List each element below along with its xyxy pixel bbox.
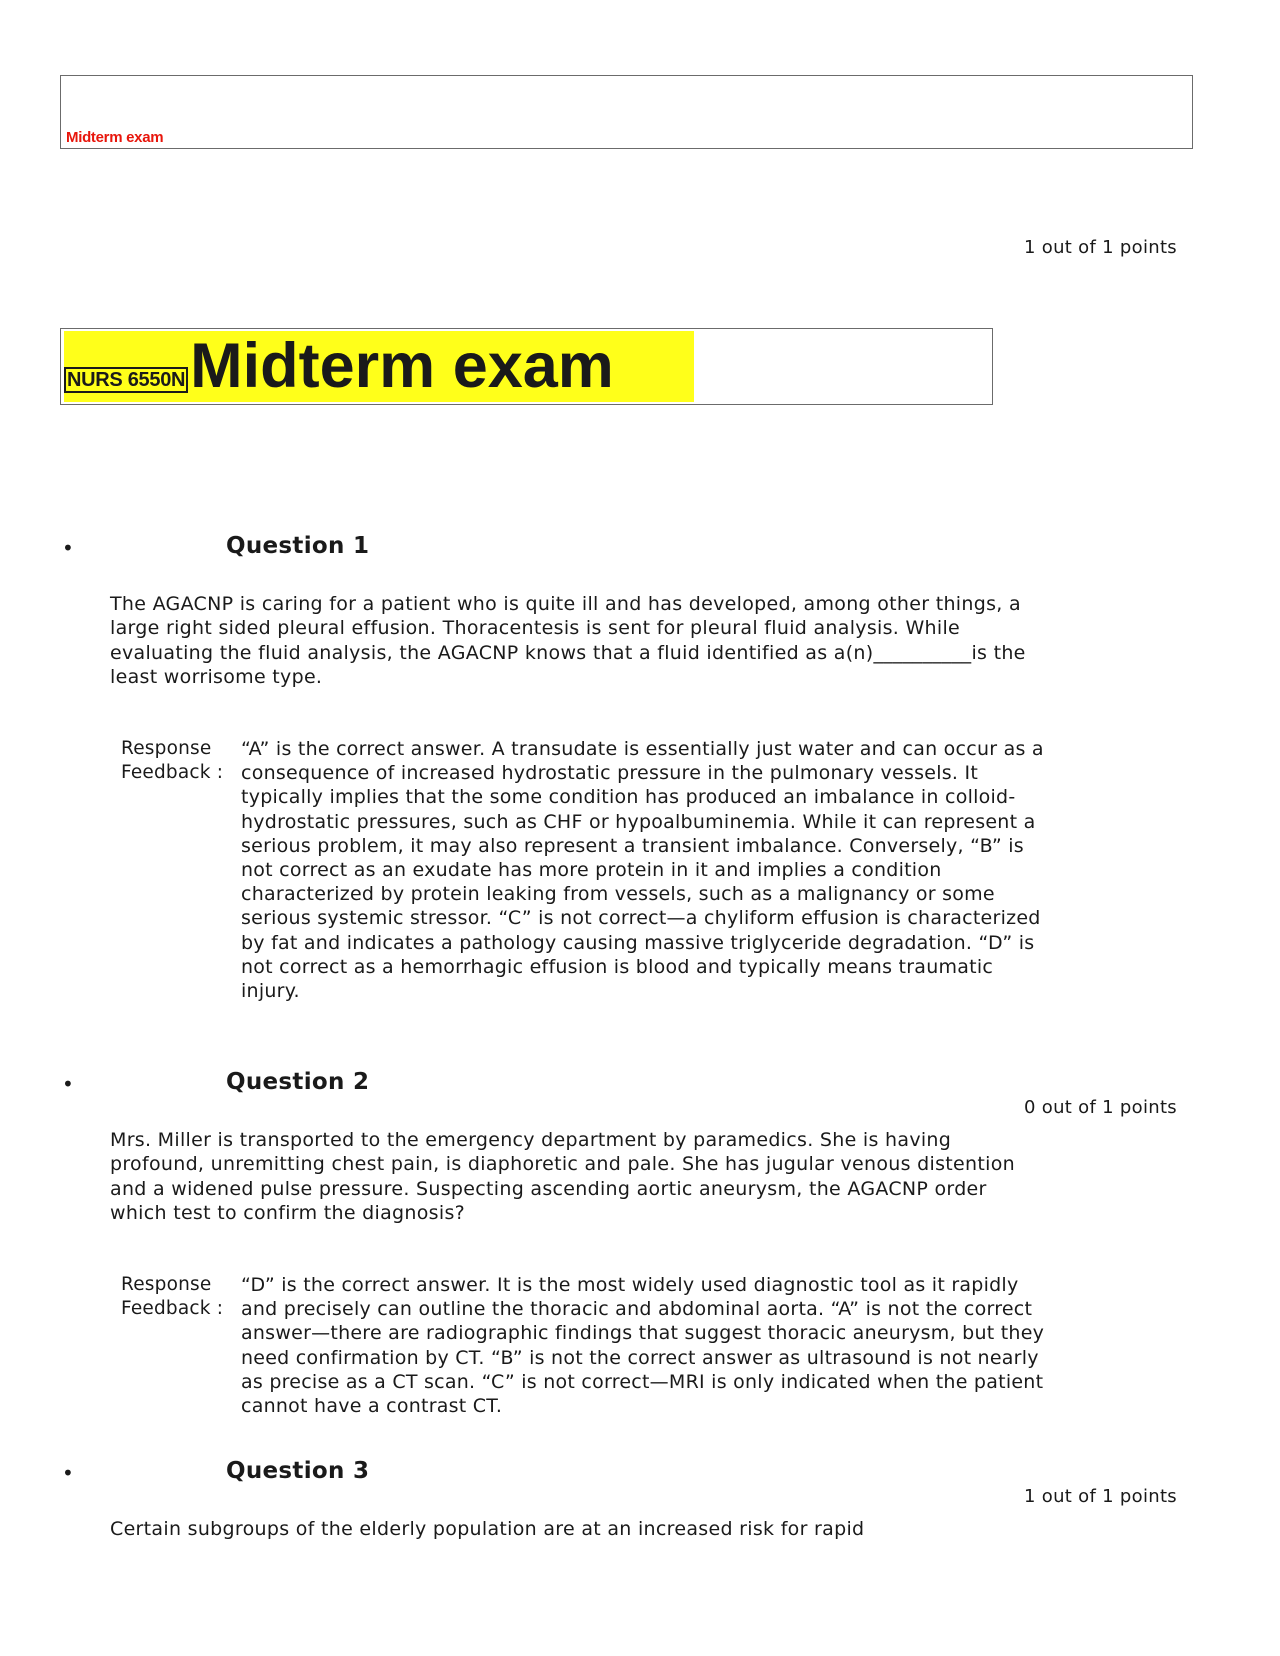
title-highlight (64, 331, 694, 402)
course-code: NURS 6550N (64, 367, 188, 393)
question-title: Question 3 (226, 1458, 370, 1484)
question-title: Question 1 (226, 533, 370, 559)
header-box (60, 75, 1193, 149)
response-feedback: “D” is the correct answer. It is the most widely used diagnostic tool as it rapidly and precisely can outline the thoracic and abdominal aorta. “A” is not the correct answer—there are radiographic findings that suggest thoracic aneurysm, but they need confirmation by CT. “B” is not the correct answer as ultrasound is not nearly as precise as a CT scan. “C” is not correct—MRI is only indicated when the patient cannot have a contrast CT. (241, 1274, 1045, 1418)
bullet: • (62, 536, 74, 560)
exam-title: Midterm exam (190, 331, 614, 401)
score-points: 1 out of 1 points (1023, 1486, 1177, 1507)
title-banner (60, 328, 993, 405)
question-text: Mrs. Miller is transported to the emergency department by paramedics. She is having profound, unremitting chest pain, is diaphoretic and pale. She has jugular venous distention and a widened pulse pressure. Suspecting ascending aortic aneurysm, the AGACNP order which test to confirm the diagnosis? (110, 1129, 1015, 1224)
response-feedback: “A” is the correct answer. A transudate is essentially just water and can occur as a consequence of increased hydrostatic pressure in the pulmonary vessels. It typically implies that the some condition has produced an imbalance in colloid-hydrostatic pressures, such as CHF or hypoalbuminemia. While it can represent a serious problem, it may also represent a transient imbalance. Conversely, “B” is not correct as an exudate has more protein in it and implies a condition characterized by protein leaking from vessels, such as a malignancy or some serious systemic stressor. “C” is not correct—a chyliform effusion is characterized by fat and indicates a pathology causing massive triglyceride degradation. “D” is not correct as a hemorrhagic effusion is blood and typically means traumatic injury. (241, 738, 1044, 1003)
header-label: Midterm exam (66, 129, 164, 146)
bullet: • (62, 1072, 74, 1096)
feedback-label: Response Feedback : (121, 1274, 224, 1319)
score-points: 0 out of 1 points (1023, 1097, 1177, 1118)
question-text: Certain subgroups of the elderly population are at an increased risk for rapid (110, 1518, 865, 1540)
feedback-label: Response Feedback : (121, 738, 224, 783)
bullet: • (62, 1461, 74, 1485)
question-text: The AGACNP is caring for a patient who is quite ill and has developed, among other things, a large right sided pleural effusion. Thoracentesis is sent for pleural fluid analysis. While evaluating the fluid analysis, the AGACNP knows that a fluid identified as a(n)__________is the least worrisome type. (110, 593, 1026, 688)
score-points: 1 out of 1 points (1023, 237, 1177, 258)
question-title: Question 2 (226, 1069, 370, 1095)
